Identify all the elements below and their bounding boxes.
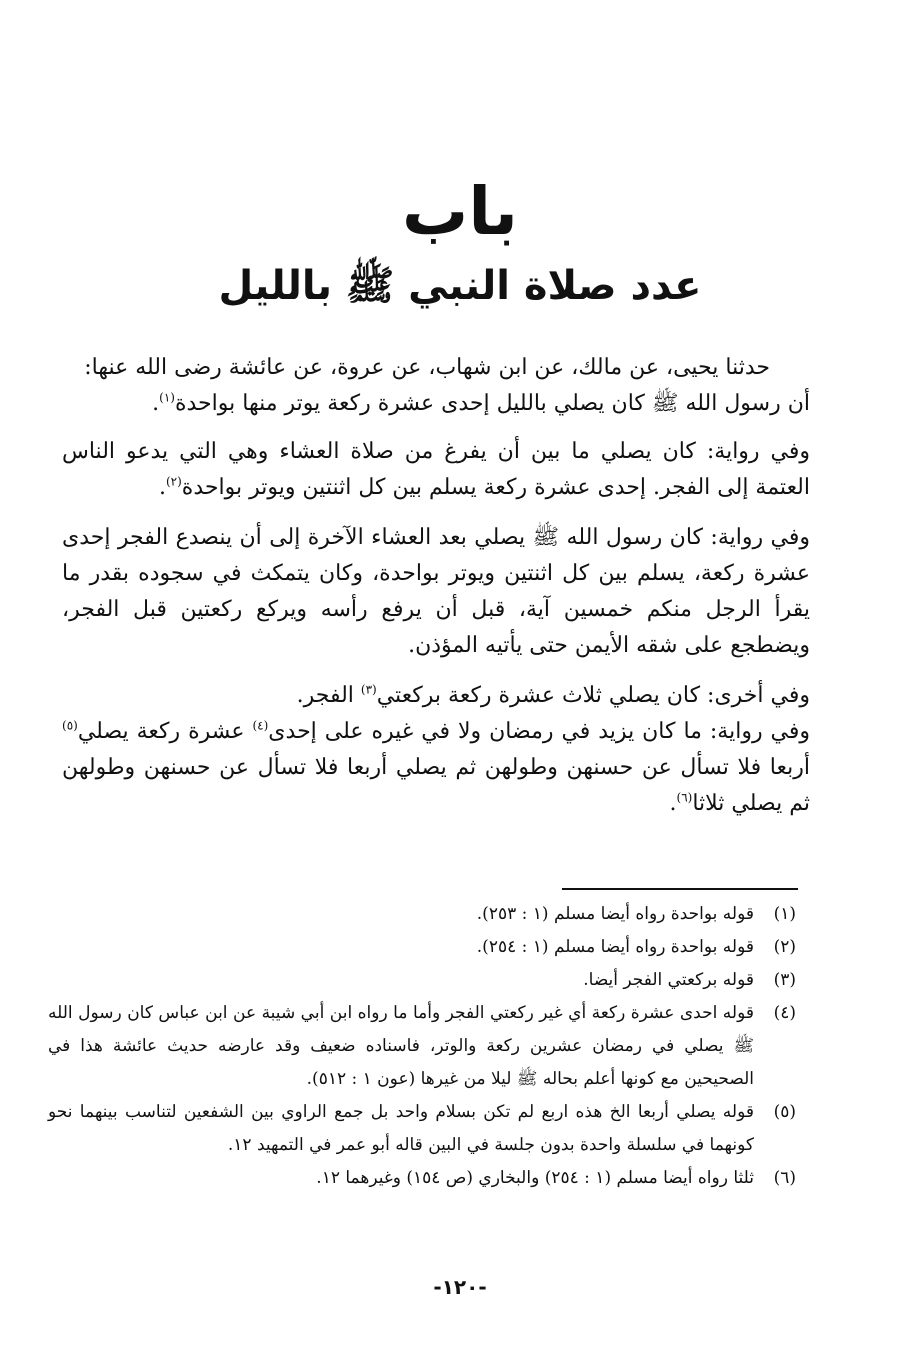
footnote-number: (١)	[773, 904, 796, 924]
paragraph-3-text: وفي رواية: كان رسول الله ﷺ يصلي بعد العشاء الآخرة إلى أن ينصدع الفجر إحدى عشرة ركعة، يسلم بين كل اثنتين ويوتر بواحدة، وكان يتمكث في سجوده بقدر ما يقرأ الرجل منكم خمسين آية، قبل أن يرفع رأسه ويركع ركعتين قبل الفجر، ويضطجع على شقه الأيمن حتى يأتيه المؤذن.	[62, 525, 810, 658]
paragraph-2-text: وفي رواية: كان يصلي ما بين أن يفرغ من صلاة العشاء وهي التي يدعو الناس العتمة إلى الفجر. إحدى عشرة ركعة يسلم بين كل اثنتين ويوتر بواحدة	[62, 439, 810, 500]
footnote-item	[48, 964, 796, 997]
footnote-text: ثلثا رواه أيضا مسلم (١ : ٢٥٤) والبخاري (ص ١٥٤) وغيرهما ١٢.	[316, 1168, 754, 1188]
footnote-text: قوله احدى عشرة ركعة أي غير ركعتي الفجر وأما ما رواه ابن أبي شيبة عن ابن عباس كان رسول الله ﷺ يصلي في رمضان عشرين ركعة والوتر، فاسناده ضعيف وقد عارضه حديث عائشة هذا في الصحيحين مع كونها أعلم بحاله ﷺ ليلا من غيرها (عون ١ : ٥١٢).	[48, 1003, 754, 1089]
footnote-ref-6: (٦)	[676, 790, 693, 805]
footnote-divider	[562, 888, 798, 890]
footnote-ref-2: (٢)	[165, 474, 182, 489]
paragraph-4-text: وفي أخرى: كان يصلي ثلاث عشرة ركعة بركعتي	[376, 683, 810, 708]
footnote-number: (٣)	[773, 970, 796, 990]
footnote-ref-1: (١)	[159, 390, 175, 405]
isnad-line: حدثنا يحيى، عن مالك، عن ابن شهاب، عن عروة، عن عائشة رضى الله عنها:	[84, 355, 770, 380]
footnote-text: قوله يصلي أربعا الخ هذه اربع لم تكن بسلام واحد بل جمع الراوي بين الشفعين لتناسب بينهما نحو كونهما في سلسلة واحدة بدون جلسة في البين قاله أبو عمر في التمهيد ١٢.	[48, 1102, 754, 1155]
footnote-ref-4: (٤)	[252, 718, 269, 733]
hadith-text	[62, 350, 810, 836]
paragraph-4-end: الفجر.	[296, 683, 354, 708]
footnote-text: قوله بركعتي الفجر أيضا.	[583, 970, 754, 990]
footnote-text: قوله بواحدة رواه أيضا مسلم (١ : ٢٥٤).	[476, 937, 754, 957]
paragraph-4	[62, 678, 810, 714]
footnotes	[48, 898, 796, 1195]
footnote-item	[48, 997, 796, 1096]
footnote-item	[48, 1096, 796, 1162]
footnote-number: (٤)	[773, 1003, 796, 1023]
footnote-item	[48, 931, 796, 964]
page-number: -١٢٠-	[433, 1275, 487, 1299]
matn-line: أن رسول الله ﷺ كان يصلي بالليل إحدى عشرة ركعة يوتر منها بواحدة	[174, 391, 810, 416]
paragraph-3	[62, 520, 810, 664]
chapter-title: باب	[402, 173, 518, 250]
paragraph-5-text-a: وفي رواية: ما كان يزيد في رمضان ولا في غيره على إحدى	[268, 719, 811, 744]
paragraph-2: وفي رواية: كان يصلي ما بين أن يفرغ من صلاة العشاء وهي التي يدعو الناس العتمة إلى الفجر. إحدى عشرة ركعة يسلم بين كل اثنتين ويوتر بواحدة$^{(٢)}$.	[62, 439, 810, 500]
paragraph-5	[62, 714, 810, 822]
footnote-item	[48, 1162, 796, 1195]
footnote-number: (٦)	[773, 1168, 796, 1188]
paragraph-5-end: .	[669, 791, 677, 816]
footnote-text: قوله بواحدة رواه أيضا مسلم (١ : ٢٥٣).	[476, 904, 754, 924]
footnote-ref-3: (٣)	[360, 682, 377, 697]
paragraph-1: حدثنا يحيى، عن مالك، عن ابن شهاب، عن عروة، عن عائشة رضى الله عنها: أن رسول الله ﷺ كان يصلي بالليل إحدى عشرة ركعة يوتر منها بواحدة$^{(١)}$.	[84, 355, 810, 416]
footnote-ref-5: (٥)	[62, 718, 78, 733]
footnote-number: (٢)	[773, 937, 796, 957]
paragraph-5-text-b: عشرة ركعة يصلي	[77, 719, 245, 744]
footnote-number: (٥)	[773, 1102, 796, 1122]
paragraph-5-text-c: أربعا فلا تسأل عن حسنهن وطولهن ثم يصلي أربعا فلا تسأل عن حسنهن وطولهن ثم يصلي ثلاثا	[62, 755, 810, 816]
footnote-item	[48, 898, 796, 931]
section-heading: عدد صلاة النبي ﷺ بالليل	[218, 263, 702, 309]
